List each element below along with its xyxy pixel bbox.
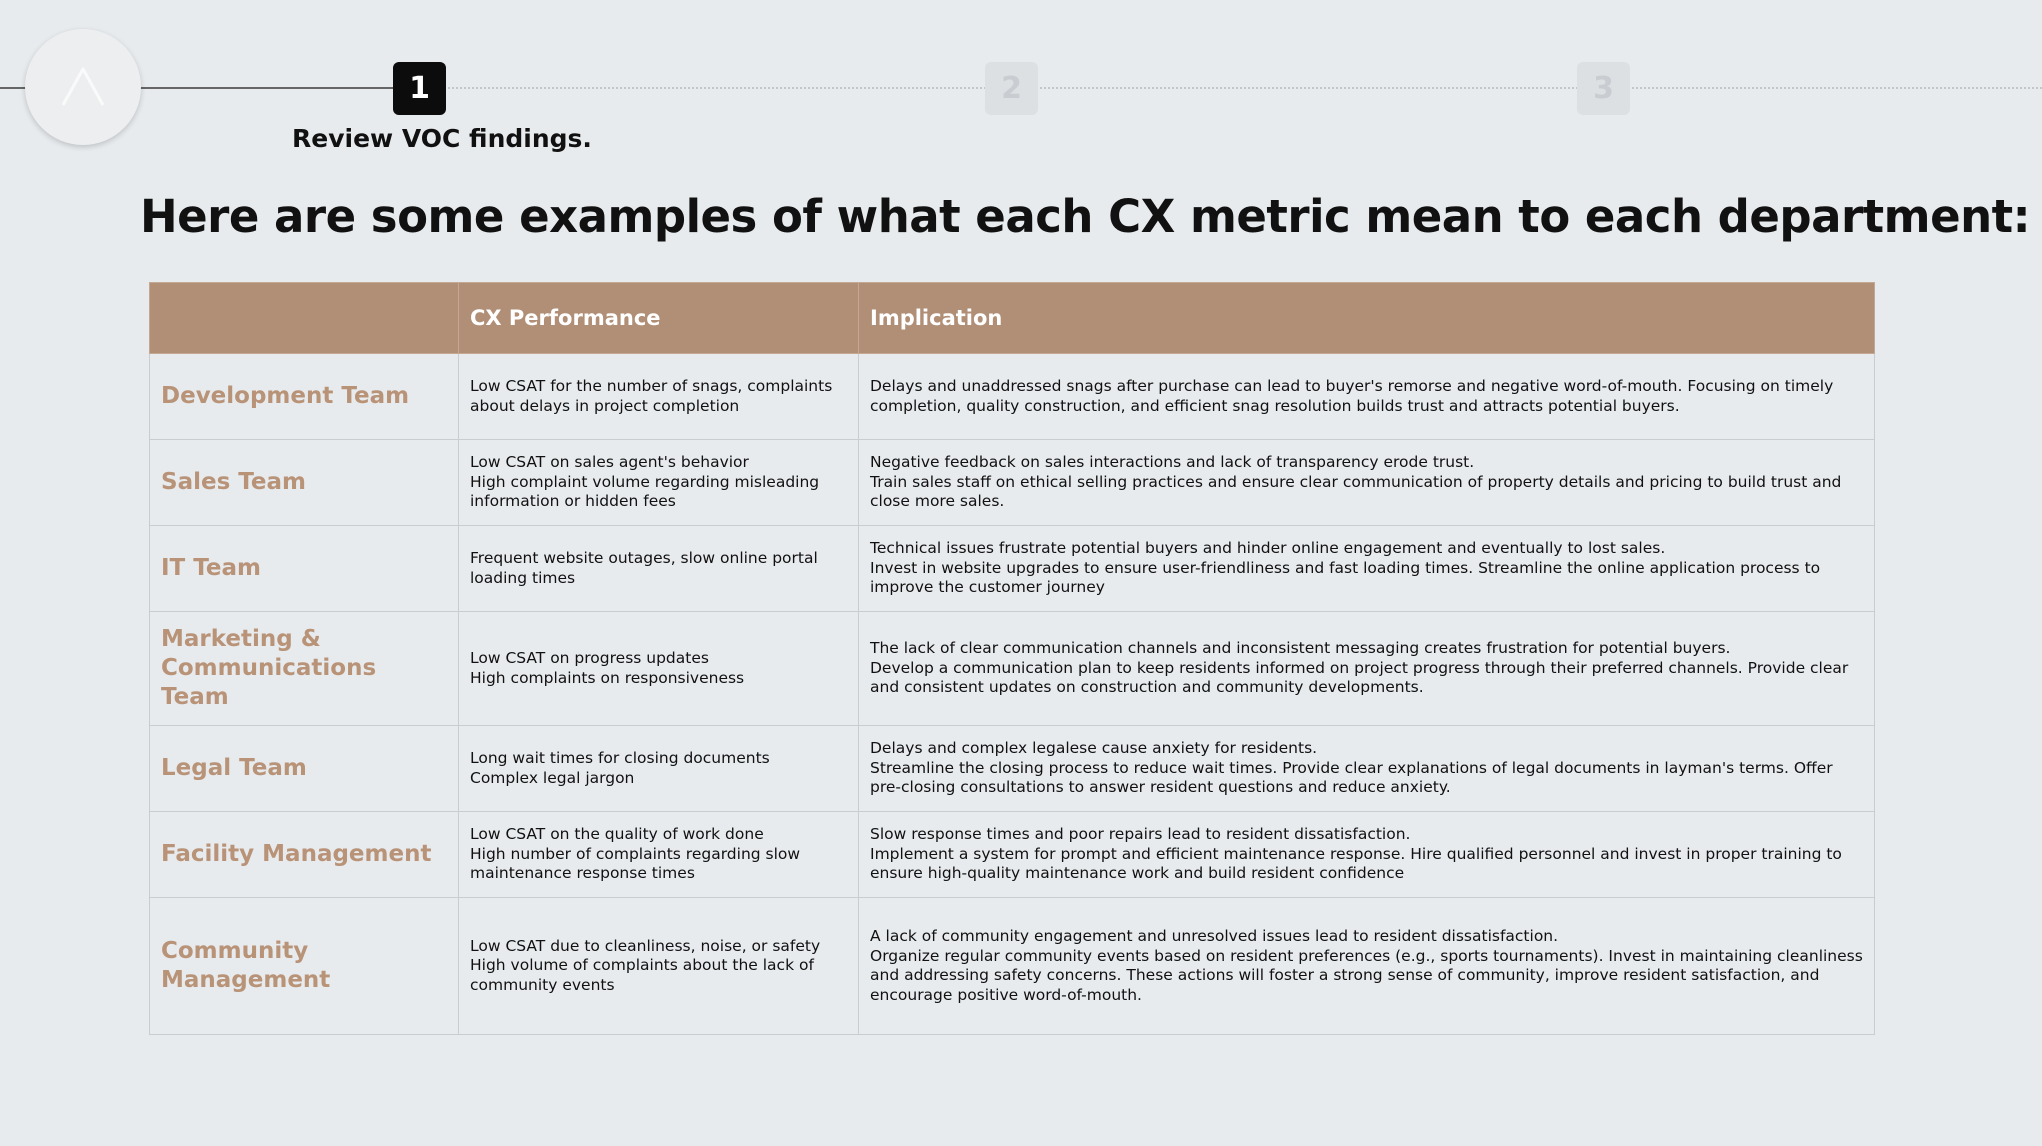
implication-cell bbox=[859, 526, 1875, 612]
cx-metrics-table bbox=[149, 282, 1875, 1035]
department-name: Development Team bbox=[150, 354, 459, 440]
cx-performance-cell bbox=[459, 812, 859, 898]
implication-text: Streamline the closing process to reduce wait times. Provide clear explanations of legal documents in layman's terms. Offer pre-closing consultations to answer resident questions and reduce anxiety. bbox=[870, 758, 1833, 797]
implication-text: Organize regular community events based on resident preferences (e.g., sports tournaments). Invest in maintaining cleanliness and addressing safety concerns. These actions will foster a strong sense of community, improve resident satisfaction, and encourage positive word-of-mouth. bbox=[870, 946, 1863, 1004]
table-row bbox=[150, 354, 1875, 440]
table-row bbox=[150, 526, 1875, 612]
header-department bbox=[150, 283, 459, 354]
cx-performance-text: Low CSAT on sales agent's behavior bbox=[470, 453, 749, 472]
cx-performance-cell bbox=[459, 612, 859, 726]
implication-cell bbox=[859, 898, 1875, 1035]
implication-text: Implement a system for prompt and efficient maintenance response. Hire qualified personnel and invest in proper training to ensure high-quality maintenance work and build resident confidence bbox=[870, 844, 1842, 883]
table-row bbox=[150, 726, 1875, 812]
implication-text: Technical issues frustrate potential buyers and hinder online engagement and eventually to lost sales. bbox=[870, 539, 1666, 558]
implication-text: Invest in website upgrades to ensure user-friendliness and fast loading times. Streamline the online application process to improve the customer journey bbox=[870, 558, 1821, 597]
cx-performance-text: Low CSAT on progress updates bbox=[470, 649, 709, 667]
cx-performance-cell bbox=[459, 526, 859, 612]
implication-text: Delays and complex legalese cause anxiety for residents. bbox=[870, 739, 1318, 758]
table-row bbox=[150, 440, 1875, 526]
cx-performance-text: Low CSAT on the quality of work done bbox=[470, 825, 764, 844]
department-name: Sales Team bbox=[150, 440, 459, 526]
table-row bbox=[150, 898, 1875, 1035]
header-implication: Implication bbox=[859, 283, 1875, 354]
cx-performance-text: Low CSAT due to cleanliness, noise, or safety bbox=[470, 936, 821, 955]
implication-cell bbox=[859, 612, 1875, 726]
step-1-label: Review VOC findings. bbox=[292, 124, 592, 153]
implication-cell bbox=[859, 354, 1875, 440]
department-name: Marketing & Communications Team bbox=[150, 612, 459, 726]
implication-cell bbox=[859, 726, 1875, 812]
page-title: Here are some examples of what each CX metric mean to each department: bbox=[140, 190, 2031, 243]
department-name: Community Management bbox=[150, 898, 459, 1035]
implication-cell bbox=[859, 440, 1875, 526]
implication-cell bbox=[859, 812, 1875, 898]
cx-performance-text: High complaints on responsiveness bbox=[470, 668, 745, 687]
cx-performance-text: High complaint volume regarding misleading information or hidden fees bbox=[470, 472, 820, 511]
cx-performance-cell bbox=[459, 354, 859, 440]
header-cx-performance: CX Performance bbox=[459, 283, 859, 354]
table-row bbox=[150, 612, 1875, 726]
cx-performance-text: Long wait times for closing documents bbox=[470, 749, 770, 767]
cx-performance-cell bbox=[459, 440, 859, 526]
implication-text: The lack of clear communication channels and inconsistent messaging creates frustration for potential buyers. bbox=[870, 639, 1731, 658]
implication-text: Slow response times and poor repairs lead to resident dissatisfaction. bbox=[870, 825, 1411, 844]
implication-text: Delays and unaddressed snags after purchase can lead to buyer's remorse and negative word-of-mouth. Focusing on timely completion, quality construction, and efficient snag resolution builds trust and attracts potential buyers. bbox=[870, 377, 1834, 415]
logo bbox=[25, 29, 141, 145]
department-name: IT Team bbox=[150, 526, 459, 612]
cx-performance-text: Low CSAT for the number of snags, complaints about delays in project completion bbox=[470, 377, 833, 415]
department-name: Facility Management bbox=[150, 812, 459, 898]
stepper-remaining-line bbox=[420, 87, 2042, 89]
cx-performance-text: Frequent website outages, slow online portal loading times bbox=[470, 549, 818, 587]
department-name: Legal Team bbox=[150, 726, 459, 812]
implication-text: Train sales staff on ethical selling practices and ensure clear communication of property details and pricing to build trust and close more sales. bbox=[870, 472, 1842, 511]
caret-logo-icon bbox=[55, 59, 111, 115]
step-2[interactable]: 2 bbox=[985, 62, 1038, 115]
step-1[interactable]: 1 bbox=[393, 62, 446, 115]
cx-performance-text: Complex legal jargon bbox=[470, 768, 635, 787]
cx-performance-cell bbox=[459, 726, 859, 812]
implication-text: A lack of community engagement and unresolved issues lead to resident dissatisfaction. bbox=[870, 927, 1559, 945]
implication-text: Negative feedback on sales interactions and lack of transparency erode trust. bbox=[870, 453, 1475, 472]
implication-text: Develop a communication plan to keep residents informed on project progress through their preferred channels. Provide clear and consistent updates on construction and community developments. bbox=[870, 658, 1849, 697]
table-row bbox=[150, 812, 1875, 898]
step-3[interactable]: 3 bbox=[1577, 62, 1630, 115]
cx-performance-text: High number of complaints regarding slow maintenance response times bbox=[470, 844, 801, 883]
cx-performance-text: High volume of complaints about the lack of community events bbox=[470, 956, 814, 994]
cx-performance-cell bbox=[459, 898, 859, 1035]
table-header-row bbox=[150, 283, 1875, 354]
